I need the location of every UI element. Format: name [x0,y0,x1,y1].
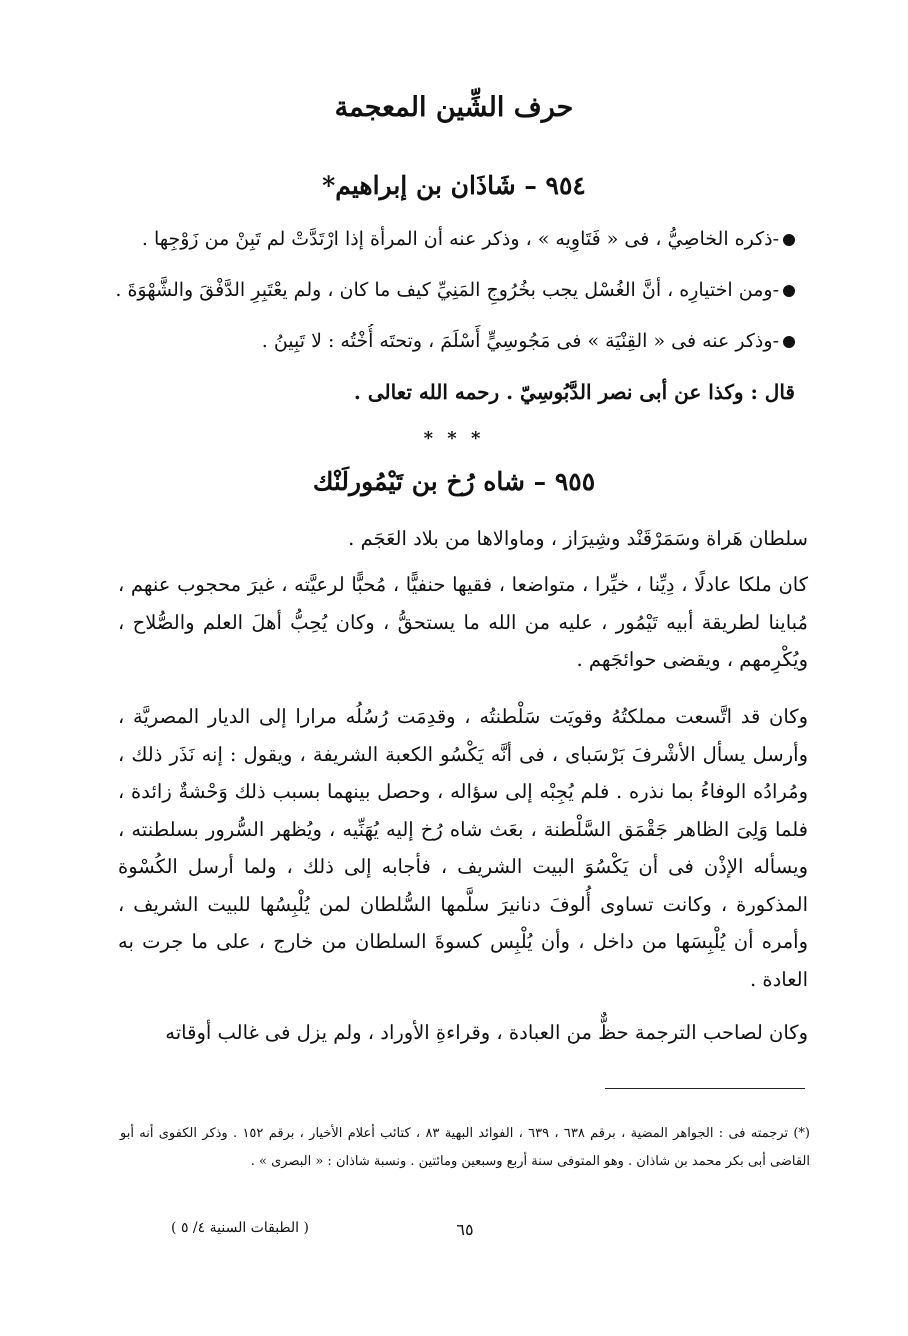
paragraph-text: سلطان هَراة وسَمَرْقَنْد وشِيرَاز ، وماوالاها من بلاد العَجَم . [348,527,808,550]
chapter-title: حرف الشِّين المعجمة [334,92,574,123]
footnote: (*) ترجمته فى : الجواهر المضية ، برقم ٦٣٨ ، ٦٣٩ ، الفوائد البهية ٨٣ ، كتائب أعلام الأخيار ، برقم ١٥٢ . وذكر الكفوى أنه أبو القاضى أبى بكر محمد بن شاذان . وهو المتوفى سنة أربع وسبعين ومائتين . ونسبة شاذان : « البصرى » . [120,1126,811,1169]
paragraph [118,698,808,998]
bullet-item [110,324,795,358]
bullet-item [110,222,795,256]
paragraph [118,1014,808,1052]
bullet-dot-icon [783,336,795,348]
paragraph-text: وكان لصاحب الترجمة حظٌّ من العبادة ، وقراءةِ الأوراد ، ولم يزل فى غالب أوقاته [165,1021,808,1044]
bullet-text: -وذكر عنه فى « القِنْيَة » فى مَجُوسِيٍّ أَسْلَمَ ، وتحتَه أُخْتُه : لا تَبِينُ . [261,330,779,352]
paragraph-text: وكان قد اتَّسعت مملكتُهُ وقويَت سَلْطنتُه ، وقدِمَت رُسُلُه مرارا إلى الديار المصريَّة ، وأرسل يسأل الأشْرفَ بَرْسَباى ، فى أنَّه يَكْسُو الكعبة الشريفة ، ويقول : إنه نَذَر ذلك ، ومُرادُه الوفاءُ بما نذره . فلم يُجِبْه إلى سؤاله ، وحصل بينهما بسبب ذلك وَحْشةٌ زائدة ، فلما وَلِىَ الظاهر جَقْمَق السَّلْطنة ، بعَث شاه رُخ إليه يُهَنِّيه ، ويُظهر السُّرور بسلطنته ، ويسأله الإذْن فى أن يَكْسُوَ البيت الشريف ، فأجابه إلى ذلك ، ولما أرسل الكُسْوة المذكورة ، وكانت تساوى أُلوفَ دنانيرَ سلَّمها السُّلطان لمن يُلْبِسُها للبيت الشريف ، وأمره أن يُلْبِسَها من داخل ، وأن يُلْبِس كسوةَ السلطان من خارج ، على ما جرت به العادة . [118,705,808,991]
bullet-dot-icon [783,285,795,297]
entry-heading-954: ٩٥٤ – شَاذَان بن إبراهيم* [322,171,586,200]
page-number: ٦٥ [456,1220,474,1239]
paragraph [118,566,808,679]
paragraph-text: كان ملكا عادلًا ، دِيِّنا ، خيِّرا ، متواضعا ، فقيها حنفيًّا ، مُحبًّا لرعيَّته ، غيرَ محجوب عنهم ، مُباينا لطريقة أبيه تَيْمُور ، عليه من الله ما يستحقُّ ، وكان يُحِبُّ أهلَ العلم والصُّلاح ، ويُكْرِمهم ، ويقضى حوائجَهم . [118,573,808,671]
bullet-item [110,273,795,307]
bullet-dot-icon [783,234,795,246]
printer-signature: ( الطبقات السنية ٤/ ٥ ) [171,1220,309,1236]
footnote-divider [605,1088,805,1089]
bullet-text: -ذكره الخاصِيُّ ، فى « فَتَاوِيه » ، وذكر عنه أن المرأة إذا ارْتَدَّتْ لم تَبِنْ من زَوْجِها . [141,228,779,250]
section-separator: * * * [423,428,485,449]
quote-line: قال : وكذا عن أبى نصر الدَّبُوسِيّ . رحمه الله تعالى . [353,380,795,404]
paragraph [118,520,808,558]
bullet-text: -ومن اختيارِه ، أنَّ الغُسْل يجب بخُرُوجِ المَنِيِّ كيف ما كان ، ولم يعْتَبِرِ الدَّفْقَ والشَّهْوَةَ . [115,279,779,301]
entry-heading-955: ٩٥٥ – شاه رُخ بن تَيْمُورلَنْك [312,467,596,496]
